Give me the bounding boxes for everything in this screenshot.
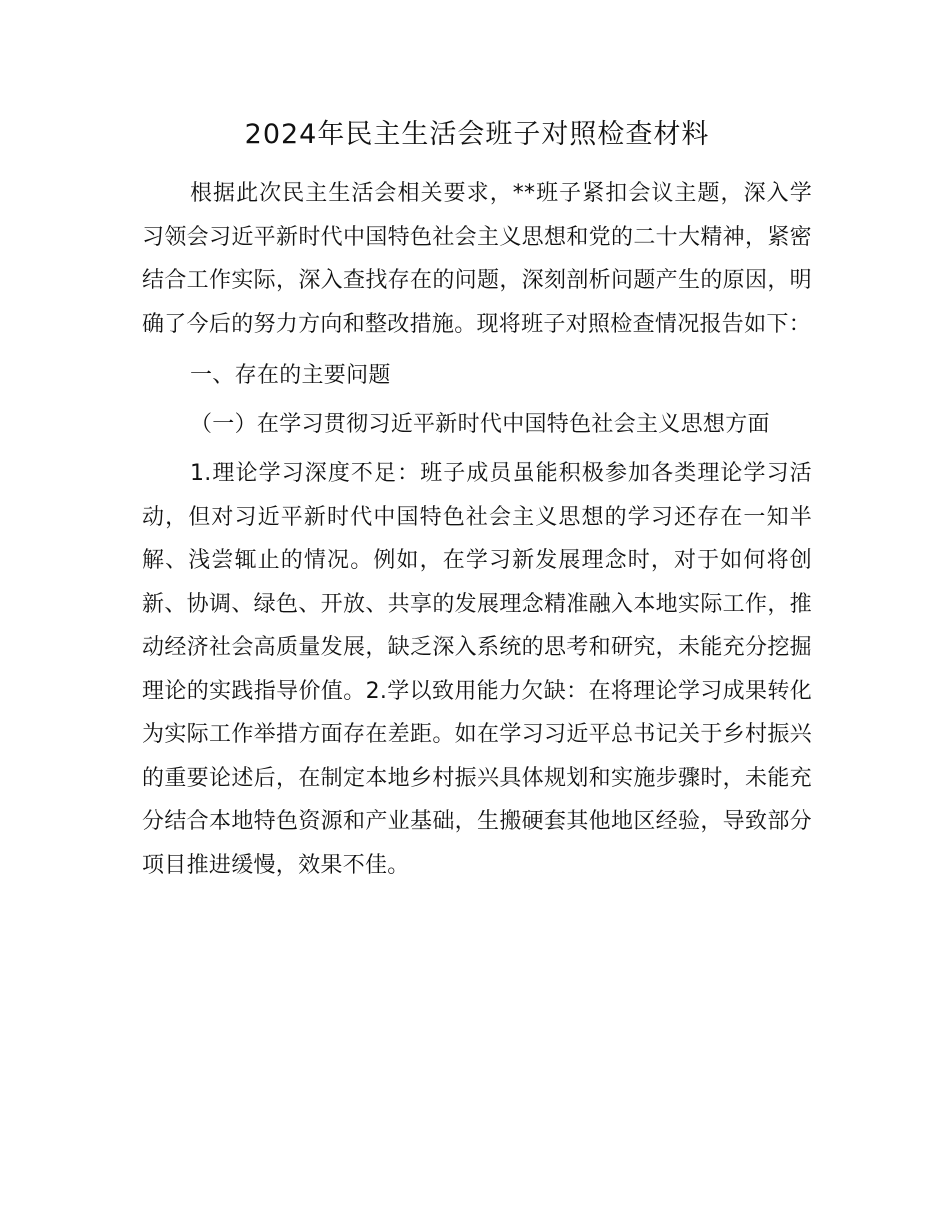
subsection-heading-study: （一）在学习贯彻习近平新时代中国特色社会主义思想方面 bbox=[190, 411, 770, 437]
subsection-body-paragraph: 1.理论学习深度不足：班子成员虽能积极参加各类理论学习活动，但对习近平新时代中国特色社会主义思想的学习还存在一知半解、浅尝辄止的情况。例如，在学习新发展理念时，对于如何将创新、协调、绿色、开放、共享的发展理念精准融入本地实际工作，推动经济社会高质量发展，缺乏深入系统的思考和研究，未能充分挖掘理论的实践指导价值。2.学以致用能力欠缺：在将理论学习成果转化为实际工作举措方面存在差距。如在学习习近平总书记关于乡村振兴的重要论述后，在制定本地乡村振兴具体规划和实施步骤时，未能充分结合本地特色资源和产业基础，生搬硬套其他地区经验，导致部分项目推进缓慢，效果不佳。 bbox=[142, 461, 812, 878]
section-heading-problems: 一、存在的主要问题 bbox=[190, 363, 391, 388]
document-page bbox=[142, 112, 812, 887]
document-title: 2024年民主生活会班子对照检查材料 bbox=[244, 119, 710, 150]
intro-paragraph: 根据此次民主生活会相关要求，**班子紧扣会议主题，深入学习领会习近平新时代中国特色社会主义思想和党的二十大精神，紧密结合工作实际，深入查找存在的问题，深刻剖析问题产生的原因，明确了今后的努力方向和整改措施。现将班子对照检查情况报告如下： bbox=[142, 181, 812, 337]
